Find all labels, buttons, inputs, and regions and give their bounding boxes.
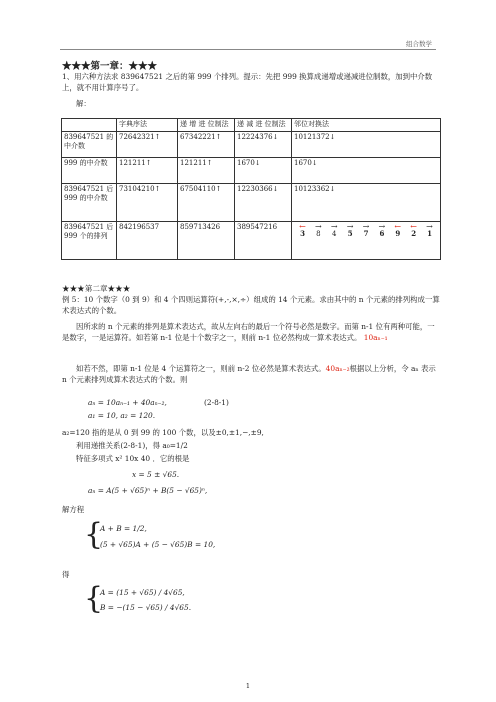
analysis-text-1: 因所求的 n 个元素的排列是算术表达式，故从左向右的最后一个符号必然是数字。而第 n-1 位有两种可能，一是数字，一是运算符。如若第 n-1 位是十个数字之一，则前 n-1 位必然构成一算术表达式。 <box>62 322 435 342</box>
solve-label: 解方程 <box>62 505 85 514</box>
chapter1-title: ★★★第一章：★★★ <box>62 61 158 72</box>
table-header-row <box>62 119 441 132</box>
table-cell: 121211↑ <box>117 157 178 183</box>
table-cell: 67342221↑ <box>178 131 235 157</box>
row-label: 839647521 后 999 的中介数 <box>62 183 117 221</box>
table-cell: 10123362↓ <box>292 183 441 221</box>
table-header-cell: 递 增 进 位制法 <box>178 119 235 132</box>
table-cell: 859713426 <box>178 221 235 259</box>
perm-digit: 9 <box>395 228 401 238</box>
row-label: 839647521 的中介数 <box>62 131 117 157</box>
perm-element <box>343 223 358 238</box>
table-row <box>62 221 441 259</box>
page-number: 1 <box>245 682 251 690</box>
note-a2: a₂=120 指的是从 0 到 99 的 100 个数，以及±0,±1,−,±9, <box>62 428 264 437</box>
equation-ref: (2-8-1) <box>204 398 229 407</box>
table-row <box>62 131 441 157</box>
arrow-right-icon: → <box>330 221 338 231</box>
table-header-cell: 字典序法 <box>117 119 178 132</box>
analysis-text-2a: 如若不然，即第 n-1 位是 4 个运算符之一，则前 n-2 位必然是算术表达式。 <box>76 364 326 373</box>
row-label: 999 的中介数 <box>62 157 117 183</box>
term-40a: 40aₙ₋₂ <box>325 364 350 373</box>
perm-element <box>374 223 389 238</box>
table-cell: 12230366↓ <box>235 183 292 221</box>
table-header-cell: 递 减 进 位制法 <box>235 119 292 132</box>
perm-digit: 7 <box>363 228 369 238</box>
roots-equation: x = 5 ± √65. <box>132 470 180 479</box>
perm-digit: 1 <box>427 228 432 238</box>
perm-element <box>406 223 421 238</box>
perm-digit: 3 <box>300 228 305 238</box>
table-cell: 842196537 <box>117 221 178 259</box>
table-row <box>62 183 441 221</box>
arrow-right-icon: → <box>346 221 354 231</box>
recurrence-equation: aₙ = 10aₙ₋₁ + 40aₙ₋₂, <box>88 398 167 407</box>
table-cell: 12224376↓ <box>235 131 292 157</box>
arrow-right-icon: → <box>378 221 386 231</box>
analysis-paragraph-2 <box>62 364 440 385</box>
table-cell: 10121372↓ <box>292 131 441 157</box>
perm-element <box>295 223 310 238</box>
system2-eq-a: A = (15 + √65) / 4√65, <box>100 588 185 597</box>
perm-digit: 8 <box>316 229 321 238</box>
analysis-text-2b: 根据以上分析，令 aₙ 表示 n 个元素排列成算术表达式的个数。则 <box>62 364 436 384</box>
table-cell: 72642321↑ <box>117 131 178 157</box>
chapter2-title: ★★★第二章★★★ <box>62 284 131 293</box>
system2-eq-b: B = −(15 − √65) / 4√65. <box>100 603 192 612</box>
term-10a: 10aₙ₋₁ <box>363 332 388 342</box>
perm-element <box>359 223 374 238</box>
arrow-right-icon: → <box>362 221 370 231</box>
results-table <box>61 118 441 260</box>
table-cell: 73104210↑ <box>117 183 178 221</box>
result-label: 得 <box>62 570 70 579</box>
characteristic-text: 特征多项式 x² 10x 40 ．它的根是 <box>76 454 190 463</box>
permutation-arrows-cell <box>292 221 441 259</box>
table-header-cell <box>62 119 117 132</box>
permutation-arrows <box>294 223 438 238</box>
perm-digit: 5 <box>347 228 353 238</box>
row-label: 839647521 后 999 个的排列 <box>62 221 117 259</box>
perm-element <box>390 223 405 238</box>
initial-values: a₁ = 10, a₂ = 120. <box>88 411 156 420</box>
table-cell: 1670↓ <box>292 157 441 183</box>
perm-element <box>311 223 326 238</box>
system-brace-1: { <box>84 517 104 552</box>
table-header-cell: 邻位对换法 <box>292 119 441 132</box>
analysis-paragraph-1 <box>62 322 440 343</box>
table-cell: 1670↓ <box>235 157 292 183</box>
general-solution: aₙ = A(5 + √65)ⁿ + B(5 − √65)ⁿ, <box>88 486 208 495</box>
table-cell: 389547216 <box>235 221 292 259</box>
running-header: 组合数学 <box>406 40 432 48</box>
system1-eq-a: A + B = 1/2, <box>100 524 147 533</box>
arrow-right-icon: → <box>315 221 322 231</box>
arrow-left-icon: ← <box>394 221 402 231</box>
perm-digit: 2 <box>411 228 417 238</box>
perm-digit: 6 <box>379 228 385 238</box>
solution-label: 解： <box>76 99 91 108</box>
table-cell: 67504110↑ <box>178 183 235 221</box>
perm-element <box>422 223 437 238</box>
arrow-left-icon: ← <box>299 221 306 231</box>
table-row <box>62 157 441 183</box>
example-statement: 例 5：10 个数字（0 到 9）和 4 个四则运算符(+,-,×,÷）组成的 14 个元素。求由其中的 n 个元素的排列构成一算术表达式的个数。 <box>62 295 440 315</box>
system1-eq-b: (5 + √65)A + (5 − √65)B = 10, <box>100 540 216 549</box>
table-cell: 121211↑ <box>178 157 235 183</box>
chapter1-problem: 1、用六种方法求 839647521 之后的第 999 个排列。提示：先把 999 换算成递增或递减进位制数，加到中介数上，就不用计算序号了。 <box>62 72 433 92</box>
arrow-left-icon: ← <box>410 221 417 231</box>
perm-digit: 4 <box>332 229 337 238</box>
arrow-right-icon: → <box>426 221 433 231</box>
system-brace-2: { <box>84 581 104 616</box>
header-divider <box>60 49 436 50</box>
note-a0: 利用递推关系(2-8-1)，得 a₀=1/2 <box>76 441 188 450</box>
perm-element <box>327 223 342 238</box>
